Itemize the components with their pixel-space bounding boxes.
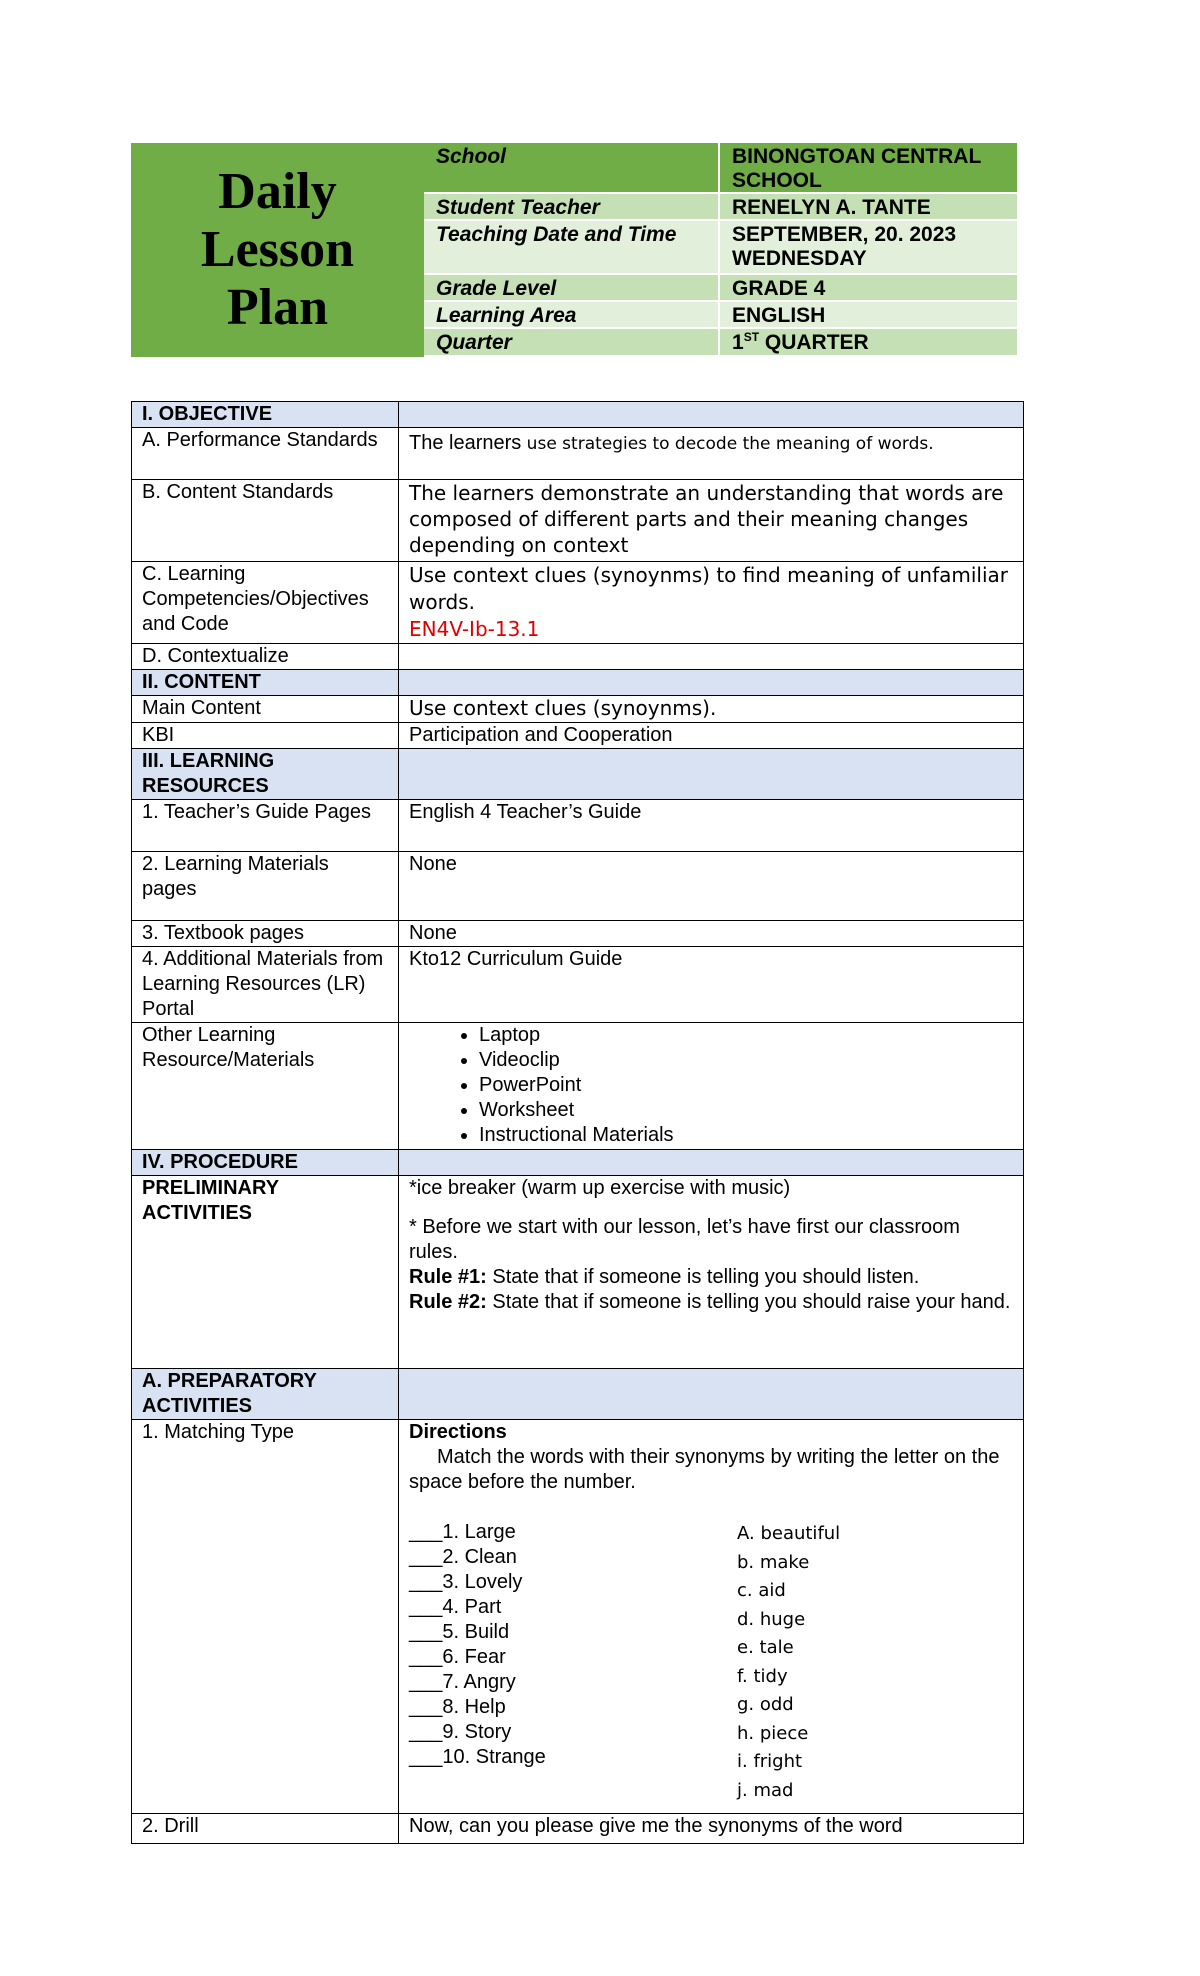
row-value: Use context clues (synoynms).: [399, 696, 1024, 723]
table-row: [132, 947, 1024, 1023]
row-label: 3. Textbook pages: [132, 921, 399, 947]
lesson-plan-header: [131, 143, 1019, 357]
header-row-learning-area: [424, 302, 1019, 329]
table-row: [132, 428, 1024, 480]
row-value: [399, 562, 1024, 644]
row-label: 2. Drill: [132, 1814, 399, 1844]
header-row-school: [424, 143, 1019, 194]
row-value: [399, 1420, 1024, 1814]
header-row-student-teacher: [424, 194, 1019, 221]
section-row: [132, 402, 1024, 428]
list-item: ___9. Story: [409, 1721, 512, 1743]
list-item: • Instructional Materials: [479, 1123, 1013, 1148]
table-row: [132, 644, 1024, 670]
list-item: • Laptop: [479, 1023, 1013, 1048]
rule-body: State that if someone is telling you should raise your hand.: [486, 1291, 1011, 1313]
materials-list: [409, 1023, 1013, 1148]
table-row: [132, 1420, 1024, 1814]
section-heading: A. PREPARATORY ACTIVITIES: [132, 1369, 399, 1420]
row-label: D. Contextualize: [132, 644, 399, 670]
list-item: ___10. Strange: [409, 1746, 546, 1768]
row-value: None: [399, 921, 1024, 947]
list-item: c. aid: [737, 1580, 786, 1601]
list-item: i. fright: [737, 1751, 803, 1772]
list-item: ___2. Clean: [409, 1546, 517, 1568]
section-row: [132, 670, 1024, 696]
list-item: ___7. Angry: [409, 1671, 516, 1693]
row-label: PRELIMINARY ACTIVITIES: [132, 1176, 399, 1369]
section-heading: II. CONTENT: [132, 670, 399, 696]
title-line: Plan: [226, 279, 329, 336]
lesson-plan-table: [131, 401, 1024, 1844]
table-row: [132, 1023, 1024, 1150]
header-label: Quarter: [424, 329, 720, 357]
quarter-text: QUARTER: [759, 331, 869, 354]
section-heading: I. OBJECTIVE: [132, 402, 399, 428]
section-heading: III. LEARNING RESOURCES: [132, 749, 399, 800]
rule-label: Rule #2:: [409, 1291, 487, 1313]
value-text: * Before we start with our lesson, let’s have first our classroom rules.: [409, 1216, 960, 1263]
matching-words: [409, 1520, 737, 1805]
competency-code: EN4V-Ib-13.1: [409, 617, 540, 641]
row-value: Now, can you please give me the synonyms of the word: [399, 1814, 1024, 1844]
matching-exercise: [409, 1520, 1013, 1805]
quarter-ordinal: ST: [743, 330, 760, 344]
header-label: Student Teacher: [424, 194, 720, 221]
section-row: [132, 1369, 1024, 1420]
header-row-teaching-date: [424, 221, 1019, 275]
row-label: B. Content Standards: [132, 480, 399, 562]
header-value: GRADE 4: [720, 275, 1019, 302]
header-label: School: [424, 143, 720, 194]
rule-text: [409, 1265, 1013, 1290]
header-label: Learning Area: [424, 302, 720, 329]
list-item: h. piece: [737, 1722, 809, 1744]
row-value: [399, 1023, 1024, 1150]
header-value: [720, 329, 1019, 357]
header-label: Teaching Date and Time: [424, 221, 720, 275]
table-row: [132, 852, 1024, 921]
row-value: English 4 Teacher’s Guide: [399, 800, 1024, 852]
row-label: 1. Matching Type: [132, 1420, 399, 1814]
header-value: RENELYN A. TANTE: [720, 194, 1019, 221]
list-item: d. huge: [737, 1608, 806, 1630]
row-value: The learners demonstrate an understanding that words are composed of different parts and their meaning changes depending on context: [399, 480, 1024, 562]
table-row: [132, 480, 1024, 562]
table-row: [132, 723, 1024, 749]
row-label: 1. Teacher’s Guide Pages: [132, 800, 399, 852]
list-item: e. tale: [737, 1637, 794, 1658]
matching-synonyms: [737, 1520, 840, 1805]
title-line: Daily: [218, 163, 337, 220]
row-label: 2. Learning Materials pages: [132, 852, 399, 921]
list-item: b. make: [737, 1551, 810, 1573]
list-item: f. tidy: [737, 1665, 788, 1687]
header-row-quarter: [424, 329, 1019, 357]
row-label: C. Learning Competencies/Objectives and Code: [132, 562, 399, 644]
directions-text: Match the words with their synonyms by writing the letter on the space before the number.: [409, 1446, 1000, 1493]
row-label: Main Content: [132, 696, 399, 723]
row-value: [399, 428, 1024, 480]
table-row: [132, 921, 1024, 947]
list-item: ___8. Help: [409, 1696, 506, 1718]
row-label: 4. Additional Materials from Learning Resources (LR) Portal: [132, 947, 399, 1023]
section-row: [132, 749, 1024, 800]
list-item: ___6. Fear: [409, 1646, 506, 1668]
row-label: A. Performance Standards: [132, 428, 399, 480]
row-value: [399, 1176, 1024, 1369]
list-item: A. beautiful: [737, 1523, 841, 1544]
row-value: Kto12 Curriculum Guide: [399, 947, 1024, 1023]
value-text: Use context clues (synoynms) to find meaning of unfamiliar words.: [409, 563, 1008, 614]
rule-text: [409, 1290, 1013, 1315]
row-value: None: [399, 852, 1024, 921]
table-row: [132, 696, 1024, 723]
value-text: use strategies to decode the meaning of words.: [521, 434, 934, 454]
section-heading: IV. PROCEDURE: [132, 1150, 399, 1176]
list-item: j. mad: [737, 1779, 794, 1801]
table-row: [132, 800, 1024, 852]
list-item: • Videoclip: [479, 1048, 1013, 1073]
header-value: BINONGTOAN CENTRAL SCHOOL: [720, 143, 1019, 194]
header-row-grade-level: [424, 275, 1019, 302]
row-value: Participation and Cooperation: [399, 723, 1024, 749]
row-label: KBI: [132, 723, 399, 749]
list-item: ___4. Part: [409, 1596, 502, 1618]
header-label: Grade Level: [424, 275, 720, 302]
list-item: g. odd: [737, 1694, 794, 1715]
list-item: • Worksheet: [479, 1098, 1013, 1123]
value-text: *ice breaker (warm up exercise with music): [409, 1177, 791, 1199]
list-item: • PowerPoint: [479, 1073, 1013, 1098]
value-text: The learners: [409, 432, 522, 454]
row-label: Other Learning Resource/Materials: [132, 1023, 399, 1150]
directions-title: Directions: [409, 1421, 507, 1443]
list-item: ___1. Large: [409, 1521, 516, 1543]
list-item: ___5. Build: [409, 1621, 510, 1643]
title-line: Lesson: [200, 221, 355, 278]
header-value: ENGLISH: [720, 302, 1019, 329]
section-row: [132, 1150, 1024, 1176]
table-row: [132, 1814, 1024, 1844]
quarter-number: 1: [732, 331, 744, 354]
table-row: [132, 562, 1024, 644]
table-row: [132, 1176, 1024, 1369]
rule-label: Rule #1:: [409, 1266, 487, 1288]
rule-body: State that if someone is telling you should listen.: [486, 1266, 920, 1288]
document-title: [131, 143, 424, 357]
header-value: SEPTEMBER, 20. 2023 WEDNESDAY: [720, 221, 1019, 275]
list-item: ___3. Lovely: [409, 1571, 523, 1593]
